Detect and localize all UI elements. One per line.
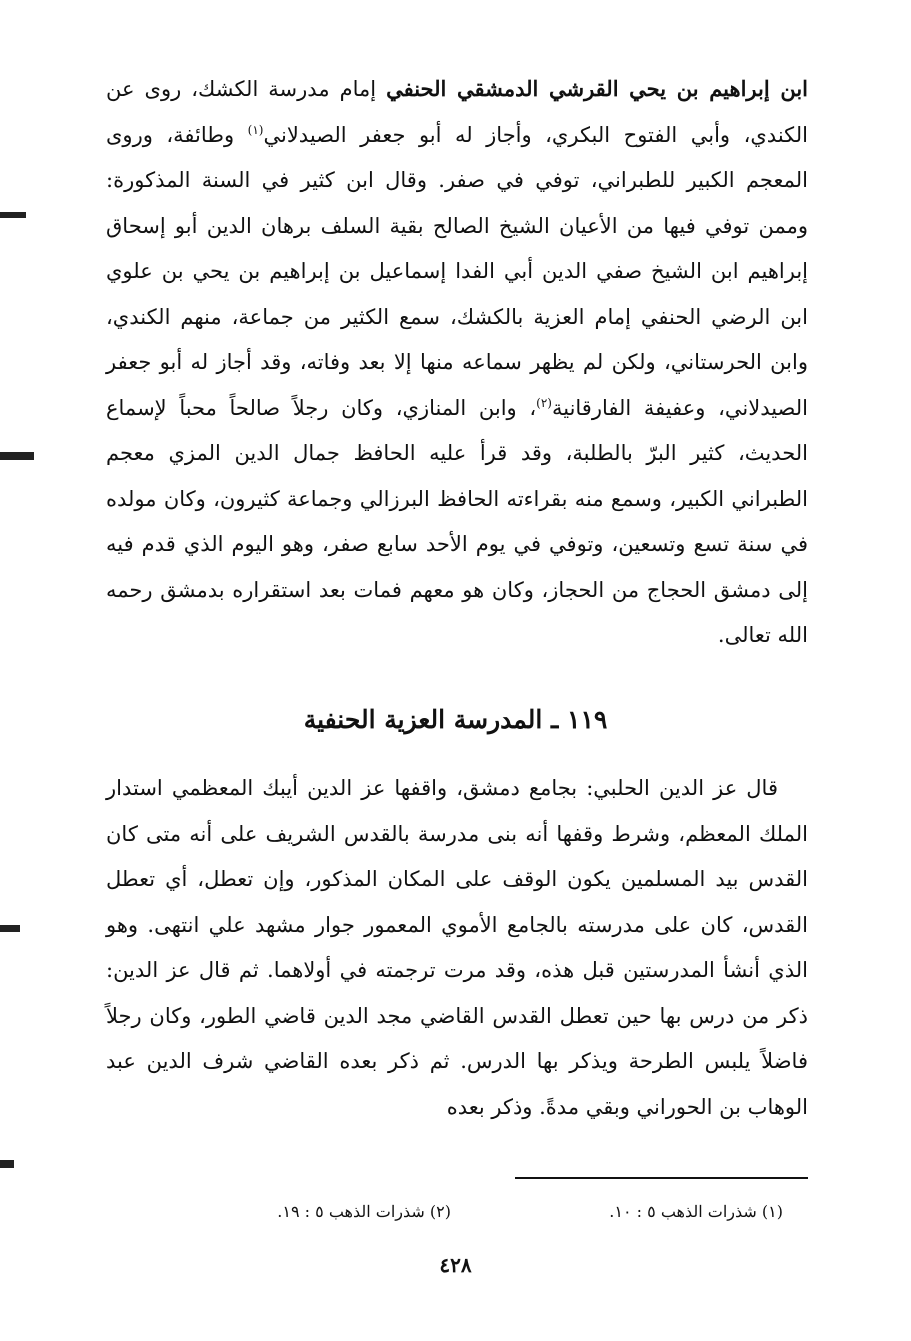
scan-edge-mark: [0, 925, 20, 932]
footnote-text: شذرات الذهب ٥ : ١٩.: [277, 1202, 425, 1221]
paragraph-text: ، وابن المنازي، وكان رجلاً صالحاً محباً لإسماع الحديث، كثير البرّ بالطلبة، وقد قرأ عليه الحافظ جمال الدين المزي معجم الطبراني الكبير، وسمع منه بقراءته الحافظ البرزالي وجماعة كثيرون، وكان مولده في سنة تسع وتسعين، وتوفي في يوم الأحد سابع صفر، وهو اليوم الذي قدم فيه إلى دمشق الحجاج من الحجاز، وكان هو معهم فمات بعد استقراره بدمشق رحمه الله تعالى.: [106, 395, 808, 647]
footnote-divider: [515, 1177, 808, 1179]
top-paragraph: [106, 66, 808, 659]
footnote-ref-1: (١): [247, 122, 264, 137]
page-number: ٤٢٨: [439, 1253, 472, 1277]
footnote-text: شذرات الذهب ٥ : ١٠.: [609, 1202, 757, 1221]
scan-edge-mark: [0, 452, 34, 460]
footnote-2: [277, 1199, 451, 1225]
scan-edge-mark: [0, 212, 26, 218]
footnote-1: [609, 1199, 783, 1225]
scan-edge-mark: [0, 1160, 14, 1168]
person-name: ابن إبراهيم بن يحي القرشي الدمشقي الحنفي: [386, 76, 808, 101]
footnote-marker: (١): [761, 1202, 783, 1221]
paragraph-text: وطائفة، وروى المعجم الكبير للطبراني، توفي في صفر. وقال ابن كثير في السنة المذكورة: وممن توفي فيها من الأعيان الشيخ الصالح بقية السلف برهان الدين أبو إسحاق إبراهيم ابن الشيخ صفي الدين أبي الفدا إسماعيل بن إبراهيم بن يحي بن علوي ابن الرضي الحنفي إمام العزية بالكشك، سمع الكثير من جماعة، منهم الكندي، وابن الحرستاني، ولكن لم يظهر سماعه منها إلا بعد وفاته، وقد أجاز له أبو جعفر الصيدلاني، وعفيفة الفارقانية: [106, 122, 809, 420]
footnote-ref-2: (٢): [536, 395, 552, 410]
paragraph-text: إمام مدرسة الكشك، روى عن الكندي، وأبي الفتوح البكري، وأجاز له أبو جعفر الصيدلاني: [106, 77, 808, 147]
paragraph-text: قال عز الدين الحلبي: بجامع دمشق، واقفها عز الدين أيبك المعظمي استدار الملك المعظم، وشرط وقفها أنه بنى مدرسة بالقدس الشريف على أنه متى كان القدس بيد المسلمين يكون الوقف على المكان المذكور، وإن تعطل، أي تعطل القدس، كان على مدرسته بالجامع الأموي المعمور جوار مشهد علي انتهى. وهو الذي أنشأ المدرستين قبل هذه، وقد مرت ترجمته في أولاهما. ثم قال عز الدين: ذكر من درس بها حين تعطل القدس القاضي مجد الدين قاضي الطور، وكان رجلاً فاضلاً يلبس الطرحة ويذكر بها الدرس. ثم ذكر بعده القاضي شرف الدين عبد الوهاب بن الحوراني وبقي مدةً. وذكر بعده: [106, 776, 808, 1119]
section-paragraph: [106, 766, 808, 1130]
footnote-marker: (٢): [429, 1202, 451, 1221]
section-heading: ١١٩ ـ المدرسة العزية الحنفية: [303, 705, 608, 734]
